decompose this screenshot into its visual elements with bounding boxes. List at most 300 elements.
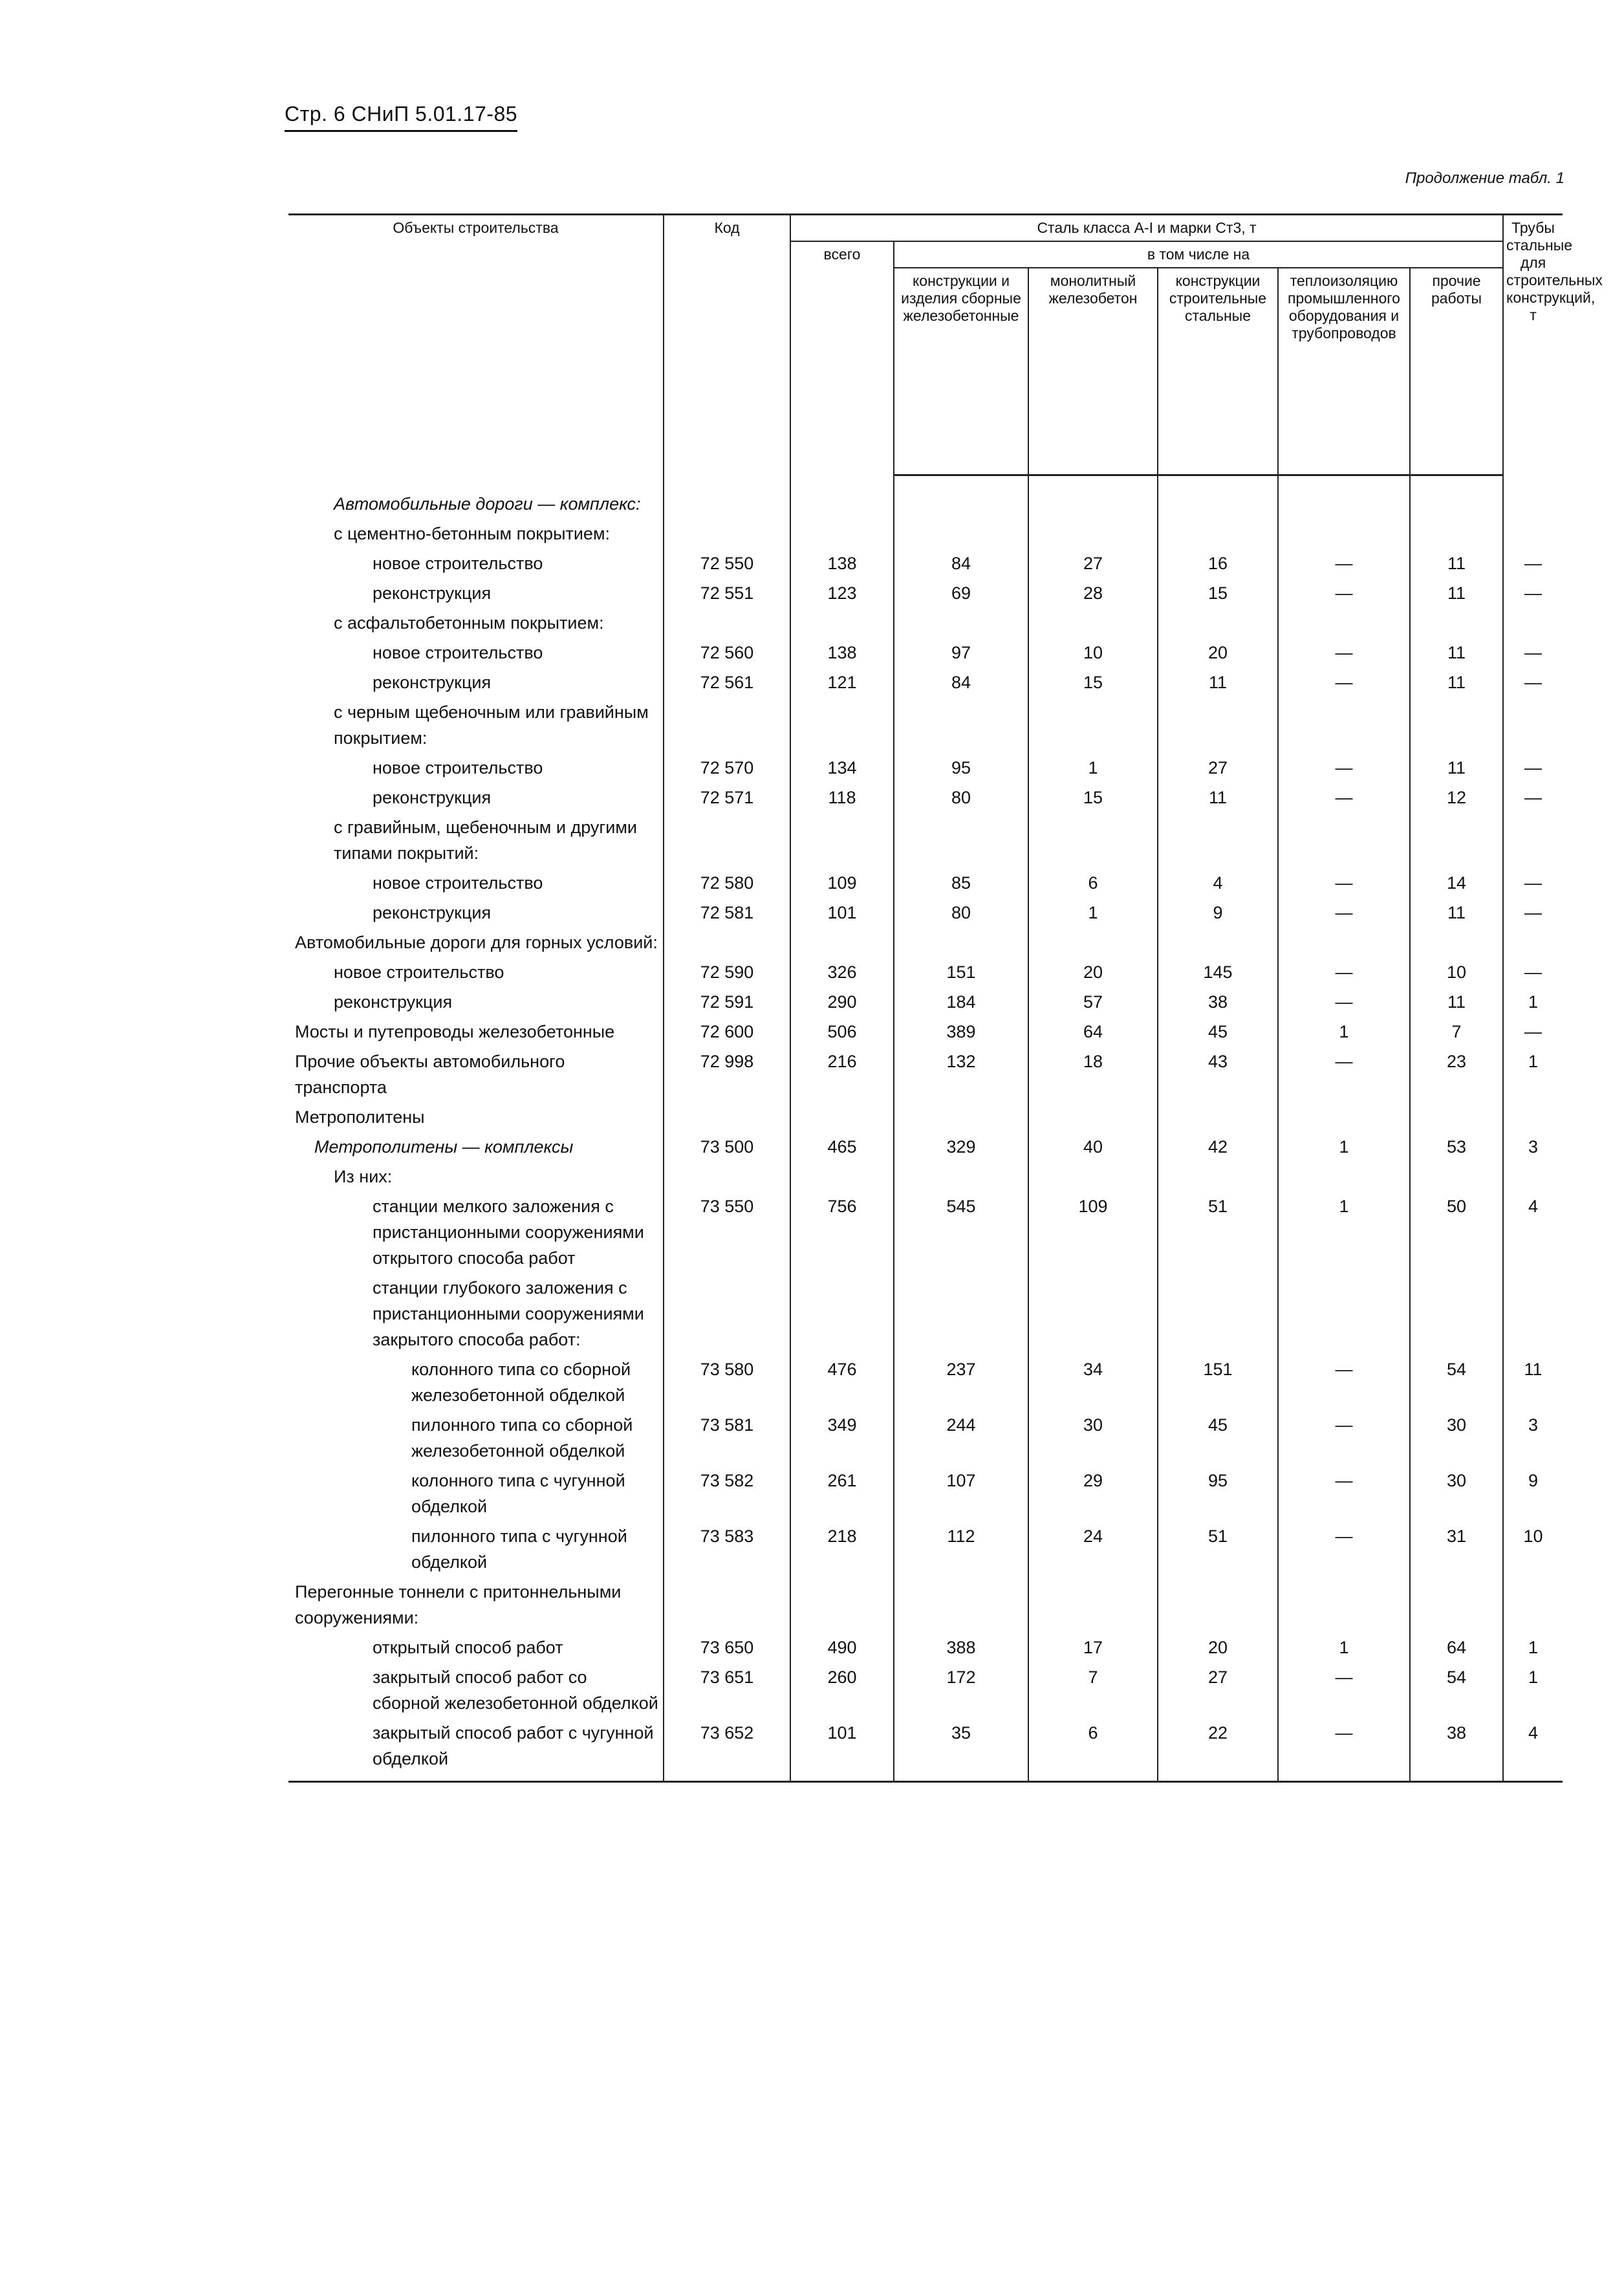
cell-other-works: 11 — [1410, 668, 1503, 697]
cell-precast: 80 — [894, 898, 1028, 928]
cell-insulation — [1278, 1102, 1410, 1132]
cell-insulation: — — [1278, 987, 1410, 1017]
cell-monolith: 15 — [1028, 668, 1158, 697]
cell-monolith: 7 — [1028, 1662, 1158, 1718]
cell-monolith: 27 — [1028, 549, 1158, 578]
cell-precast: 84 — [894, 668, 1028, 697]
cell-other-works: 7 — [1410, 1017, 1503, 1047]
cell-precast: 95 — [894, 753, 1028, 783]
cell-other-works — [1410, 519, 1503, 549]
cell-pipes: 11 — [1503, 1354, 1563, 1410]
cell-code: 73 652 — [664, 1718, 790, 1782]
cell-precast — [894, 1273, 1028, 1354]
cell-pipes: 1 — [1503, 1633, 1563, 1662]
header-objects: Объекты строительства — [288, 215, 664, 475]
cell-code — [664, 812, 790, 868]
cell-other-works — [1410, 697, 1503, 753]
cell-precast — [894, 608, 1028, 638]
cell-code: 72 560 — [664, 638, 790, 668]
cell-code — [664, 1273, 790, 1354]
cell-code: 72 561 — [664, 668, 790, 697]
table-row — [288, 898, 1563, 928]
cell-other-works: 11 — [1410, 578, 1503, 608]
cell-precast: 84 — [894, 549, 1028, 578]
cell-steel-structures: 145 — [1158, 957, 1278, 987]
cell-object-name: с черным щебеночным или гравийным покрытием: — [334, 702, 649, 748]
cell-total: 134 — [790, 753, 894, 783]
cell-object-name: Перегонные тоннели с притоннельными сооружениями: — [295, 1581, 622, 1627]
cell-steel-structures — [1158, 519, 1278, 549]
cell-steel-structures: 43 — [1158, 1047, 1278, 1102]
cell-monolith: 29 — [1028, 1466, 1158, 1521]
cell-total: 101 — [790, 1718, 894, 1782]
cell-other-works: 38 — [1410, 1718, 1503, 1782]
cell-code: 72 998 — [664, 1047, 790, 1102]
cell-total — [790, 1273, 894, 1354]
cell-pipes: 3 — [1503, 1410, 1563, 1466]
cell-object-name: с цементно-бетонным покрытием: — [334, 523, 611, 543]
cell-insulation: — — [1278, 753, 1410, 783]
table-row — [288, 1132, 1563, 1162]
table-row — [288, 1718, 1563, 1782]
table-row — [288, 753, 1563, 783]
cell-pipes — [1503, 697, 1563, 753]
cell-pipes: — — [1503, 549, 1563, 578]
cell-code: 72 551 — [664, 578, 790, 608]
cell-insulation: — — [1278, 578, 1410, 608]
cell-monolith — [1028, 928, 1158, 957]
cell-other-works — [1410, 1273, 1503, 1354]
cell-total: 138 — [790, 549, 894, 578]
cell-insulation — [1278, 1273, 1410, 1354]
cell-precast — [894, 1162, 1028, 1191]
cell-total — [790, 697, 894, 753]
cell-monolith: 15 — [1028, 783, 1158, 812]
cell-precast: 112 — [894, 1521, 1028, 1577]
cell-insulation: — — [1278, 783, 1410, 812]
table-header — [288, 215, 1603, 475]
cell-precast — [894, 489, 1028, 519]
cell-object-name: Автомобильные дороги — комплекс: — [334, 494, 641, 514]
cell-precast: 237 — [894, 1354, 1028, 1410]
cell-object-name: Метрополитены — [295, 1107, 425, 1127]
cell-code: 73 651 — [664, 1662, 790, 1718]
header-pipes: Трубы стальные для строительных конструкций, т — [1503, 215, 1563, 475]
cell-object-name: Автомобильные дороги для горных условий: — [295, 932, 658, 952]
cell-code: 72 581 — [664, 898, 790, 928]
spacer-cell — [288, 475, 664, 489]
cell-precast: 80 — [894, 783, 1028, 812]
cell-steel-structures: 11 — [1158, 668, 1278, 697]
cell-steel-structures: 16 — [1158, 549, 1278, 578]
cell-total: 290 — [790, 987, 894, 1017]
cell-total — [790, 489, 894, 519]
header-steel-structures: конструкции строительные стальные — [1158, 268, 1278, 475]
cell-monolith: 109 — [1028, 1191, 1158, 1273]
cell-insulation: — — [1278, 1466, 1410, 1521]
cell-pipes: 1 — [1503, 1662, 1563, 1718]
cell-object-name: реконструкция — [373, 787, 492, 807]
cell-pipes: — — [1503, 578, 1563, 608]
cell-total — [790, 1162, 894, 1191]
cell-object-name: новое строительство — [373, 757, 543, 777]
cell-precast — [894, 1577, 1028, 1633]
table-row — [288, 549, 1563, 578]
cell-other-works: 64 — [1410, 1633, 1503, 1662]
spacer-cell — [894, 475, 1028, 489]
cell-precast — [894, 928, 1028, 957]
table-row — [288, 1633, 1563, 1662]
cell-other-works — [1410, 1162, 1503, 1191]
cell-pipes: 10 — [1503, 1521, 1563, 1577]
cell-other-works: 11 — [1410, 638, 1503, 668]
cell-insulation: — — [1278, 1354, 1410, 1410]
header-including: в том числе на — [894, 241, 1503, 268]
cell-steel-structures: 11 — [1158, 783, 1278, 812]
steel-consumption-table-wrapper — [288, 213, 1603, 1783]
table-row — [288, 868, 1563, 898]
cell-pipes: — — [1503, 668, 1563, 697]
table-row — [288, 668, 1563, 697]
cell-monolith: 1 — [1028, 753, 1158, 783]
cell-steel-structures: 15 — [1158, 578, 1278, 608]
cell-precast: 132 — [894, 1047, 1028, 1102]
cell-code: 72 570 — [664, 753, 790, 783]
cell-code — [664, 489, 790, 519]
cell-precast — [894, 519, 1028, 549]
cell-steel-structures: 27 — [1158, 753, 1278, 783]
cell-precast: 85 — [894, 868, 1028, 898]
spacer-cell — [1410, 475, 1503, 489]
cell-pipes — [1503, 1102, 1563, 1132]
table-row — [288, 638, 1563, 668]
cell-steel-structures — [1158, 928, 1278, 957]
cell-monolith — [1028, 1577, 1158, 1633]
header-monolith: монолитный железобетон — [1028, 268, 1158, 475]
cell-insulation: — — [1278, 1662, 1410, 1718]
cell-insulation: — — [1278, 898, 1410, 928]
cell-object-name: реконструкция — [373, 902, 492, 922]
cell-code: 72 600 — [664, 1017, 790, 1047]
cell-steel-structures: 45 — [1158, 1017, 1278, 1047]
cell-total — [790, 812, 894, 868]
cell-other-works: 50 — [1410, 1191, 1503, 1273]
cell-object-name: новое строительство — [334, 962, 504, 982]
cell-code — [664, 1162, 790, 1191]
cell-total: 216 — [790, 1047, 894, 1102]
cell-steel-structures: 51 — [1158, 1191, 1278, 1273]
cell-other-works: 54 — [1410, 1354, 1503, 1410]
cell-pipes — [1503, 928, 1563, 957]
cell-steel-structures: 9 — [1158, 898, 1278, 928]
cell-monolith — [1028, 519, 1158, 549]
table-row — [288, 812, 1563, 868]
cell-monolith: 24 — [1028, 1521, 1158, 1577]
cell-total: 118 — [790, 783, 894, 812]
cell-insulation — [1278, 812, 1410, 868]
cell-precast: 97 — [894, 638, 1028, 668]
cell-other-works: 31 — [1410, 1521, 1503, 1577]
cell-other-works: 30 — [1410, 1410, 1503, 1466]
cell-insulation: 1 — [1278, 1191, 1410, 1273]
cell-steel-structures — [1158, 1577, 1278, 1633]
cell-monolith: 18 — [1028, 1047, 1158, 1102]
table-row — [288, 987, 1563, 1017]
cell-code: 72 550 — [664, 549, 790, 578]
cell-monolith: 20 — [1028, 957, 1158, 987]
cell-total: 476 — [790, 1354, 894, 1410]
cell-precast: 172 — [894, 1662, 1028, 1718]
cell-steel-structures: 20 — [1158, 1633, 1278, 1662]
cell-object-name: Метрополитены — комплексы — [314, 1136, 574, 1157]
cell-object-name: колонного типа со сборной железобетонной обделкой — [411, 1359, 631, 1405]
steel-consumption-table — [288, 213, 1603, 1783]
cell-precast: 244 — [894, 1410, 1028, 1466]
cell-code: 73 650 — [664, 1633, 790, 1662]
cell-object-name: Прочие объекты автомобильного транспорта — [295, 1051, 565, 1097]
spacer-cell — [1503, 475, 1563, 489]
table-row — [288, 608, 1563, 638]
cell-total — [790, 608, 894, 638]
cell-insulation: — — [1278, 1410, 1410, 1466]
cell-object-name: с асфальтобетонным покрытием: — [334, 613, 604, 633]
cell-code: 73 580 — [664, 1354, 790, 1410]
cell-insulation — [1278, 519, 1410, 549]
cell-total: 490 — [790, 1633, 894, 1662]
cell-other-works: 23 — [1410, 1047, 1503, 1102]
table-row — [288, 697, 1563, 753]
cell-steel-structures: 151 — [1158, 1354, 1278, 1410]
cell-object-name: реконструкция — [373, 583, 492, 603]
cell-other-works — [1410, 928, 1503, 957]
cell-insulation: 1 — [1278, 1017, 1410, 1047]
cell-insulation: — — [1278, 668, 1410, 697]
cell-code — [664, 697, 790, 753]
header-steel-group: Сталь класса А-I и марки Ст3, т — [790, 215, 1503, 242]
cell-code: 73 550 — [664, 1191, 790, 1273]
cell-monolith: 17 — [1028, 1633, 1158, 1662]
header-other-works: прочие работы — [1410, 268, 1503, 475]
cell-steel-structures — [1158, 608, 1278, 638]
cell-precast — [894, 1102, 1028, 1132]
spacer-cell — [1028, 475, 1158, 489]
cell-insulation — [1278, 697, 1410, 753]
cell-object-name: пилонного типа со сборной железобетонной обделкой — [411, 1415, 633, 1461]
cell-pipes: — — [1503, 957, 1563, 987]
cell-total: 218 — [790, 1521, 894, 1577]
cell-total: 756 — [790, 1191, 894, 1273]
cell-object-name: открытый способ работ — [373, 1637, 563, 1657]
header-precast: конструкции и изделия сборные железобетонные — [894, 268, 1028, 475]
cell-monolith: 6 — [1028, 1718, 1158, 1782]
cell-other-works — [1410, 1577, 1503, 1633]
cell-object-name: колонного типа с чугунной обделкой — [411, 1470, 625, 1516]
spacer-cell — [1158, 475, 1278, 489]
cell-monolith — [1028, 608, 1158, 638]
header-insulation: теплоизоляцию промышленного оборудования и трубопроводов — [1278, 268, 1410, 475]
cell-precast: 151 — [894, 957, 1028, 987]
cell-other-works: 11 — [1410, 898, 1503, 928]
cell-pipes: — — [1503, 638, 1563, 668]
table-row — [288, 1577, 1563, 1633]
cell-total — [790, 519, 894, 549]
cell-other-works: 53 — [1410, 1132, 1503, 1162]
cell-pipes: — — [1503, 868, 1563, 898]
cell-steel-structures: 45 — [1158, 1410, 1278, 1466]
cell-steel-structures — [1158, 489, 1278, 519]
cell-insulation: — — [1278, 1047, 1410, 1102]
cell-pipes — [1503, 1162, 1563, 1191]
table-row — [288, 1410, 1563, 1466]
cell-code — [664, 1102, 790, 1132]
cell-other-works — [1410, 489, 1503, 519]
cell-other-works: 14 — [1410, 868, 1503, 898]
table-row — [288, 1521, 1563, 1577]
cell-object-name: с гравийным, щебеночным и другими типами покрытий: — [334, 817, 637, 863]
cell-precast — [894, 812, 1028, 868]
cell-other-works: 54 — [1410, 1662, 1503, 1718]
cell-total: 465 — [790, 1132, 894, 1162]
cell-pipes — [1503, 812, 1563, 868]
cell-object-name: реконструкция — [334, 992, 453, 1012]
cell-pipes: 4 — [1503, 1191, 1563, 1273]
cell-monolith — [1028, 489, 1158, 519]
cell-insulation: 1 — [1278, 1132, 1410, 1162]
cell-code — [664, 608, 790, 638]
cell-pipes: 3 — [1503, 1132, 1563, 1162]
cell-insulation — [1278, 1577, 1410, 1633]
table-body — [288, 475, 1563, 1781]
cell-total: 101 — [790, 898, 894, 928]
table-row — [288, 928, 1563, 957]
cell-code: 73 500 — [664, 1132, 790, 1162]
header-total: всего — [790, 241, 894, 475]
cell-total: 506 — [790, 1017, 894, 1047]
table-row — [288, 1662, 1563, 1718]
cell-other-works — [1410, 608, 1503, 638]
cell-steel-structures: 20 — [1158, 638, 1278, 668]
cell-object-name: пилонного типа с чугунной обделкой — [411, 1526, 627, 1572]
table-spacer-row — [288, 475, 1563, 489]
cell-monolith — [1028, 697, 1158, 753]
cell-pipes — [1503, 1273, 1563, 1354]
cell-code: 72 580 — [664, 868, 790, 898]
cell-insulation: — — [1278, 957, 1410, 987]
cell-pipes: 9 — [1503, 1466, 1563, 1521]
cell-monolith — [1028, 1102, 1158, 1132]
cell-precast: 545 — [894, 1191, 1028, 1273]
cell-insulation — [1278, 1162, 1410, 1191]
cell-object-name: станции мелкого заложения с пристанционными сооружениями открытого способа работ — [373, 1196, 644, 1268]
cell-steel-structures: 95 — [1158, 1466, 1278, 1521]
cell-insulation: — — [1278, 1521, 1410, 1577]
cell-total: 123 — [790, 578, 894, 608]
cell-pipes — [1503, 1577, 1563, 1633]
cell-pipes: — — [1503, 898, 1563, 928]
table-row — [288, 1466, 1563, 1521]
table-row — [288, 519, 1563, 549]
cell-object-name: станции глубокого заложения с пристанционными сооружениями закрытого способа работ: — [373, 1277, 644, 1349]
cell-pipes: 1 — [1503, 987, 1563, 1017]
cell-steel-structures — [1158, 1162, 1278, 1191]
cell-insulation — [1278, 608, 1410, 638]
cell-pipes — [1503, 519, 1563, 549]
cell-object-name: Из них: — [334, 1166, 393, 1186]
cell-insulation: — — [1278, 549, 1410, 578]
cell-precast: 389 — [894, 1017, 1028, 1047]
cell-monolith — [1028, 812, 1158, 868]
cell-other-works: 10 — [1410, 957, 1503, 987]
cell-monolith: 6 — [1028, 868, 1158, 898]
cell-total: 261 — [790, 1466, 894, 1521]
cell-monolith: 64 — [1028, 1017, 1158, 1047]
cell-code: 73 581 — [664, 1410, 790, 1466]
cell-steel-structures: 38 — [1158, 987, 1278, 1017]
cell-code — [664, 1577, 790, 1633]
spacer-cell — [664, 475, 790, 489]
table-row — [288, 1017, 1563, 1047]
cell-other-works — [1410, 812, 1503, 868]
cell-precast: 184 — [894, 987, 1028, 1017]
cell-pipes: — — [1503, 783, 1563, 812]
table-row — [288, 1102, 1563, 1132]
cell-precast: 69 — [894, 578, 1028, 608]
cell-pipes: 1 — [1503, 1047, 1563, 1102]
cell-steel-structures — [1158, 697, 1278, 753]
cell-other-works: 11 — [1410, 549, 1503, 578]
cell-other-works: 11 — [1410, 753, 1503, 783]
cell-insulation — [1278, 928, 1410, 957]
table-row — [288, 578, 1563, 608]
cell-steel-structures — [1158, 1102, 1278, 1132]
cell-object-name: закрытый способ работ с чугунной обделкой — [288, 1718, 664, 1782]
table-row — [288, 489, 1563, 519]
cell-pipes: — — [1503, 1017, 1563, 1047]
cell-other-works: 30 — [1410, 1466, 1503, 1521]
cell-monolith: 34 — [1028, 1354, 1158, 1410]
cell-insulation — [1278, 489, 1410, 519]
cell-code — [664, 519, 790, 549]
cell-code: 73 583 — [664, 1521, 790, 1577]
cell-code: 72 571 — [664, 783, 790, 812]
cell-code: 72 591 — [664, 987, 790, 1017]
cell-monolith: 30 — [1028, 1410, 1158, 1466]
cell-steel-structures: 27 — [1158, 1662, 1278, 1718]
cell-total — [790, 928, 894, 957]
cell-total: 326 — [790, 957, 894, 987]
table-row — [288, 1191, 1563, 1273]
table-row — [288, 1273, 1563, 1354]
cell-total: 109 — [790, 868, 894, 898]
cell-precast: 35 — [894, 1718, 1028, 1782]
continuation-note: Продолжение табл. 1 — [1405, 169, 1564, 187]
cell-steel-structures: 22 — [1158, 1718, 1278, 1782]
cell-total — [790, 1102, 894, 1132]
cell-insulation: — — [1278, 868, 1410, 898]
cell-monolith: 10 — [1028, 638, 1158, 668]
cell-total: 260 — [790, 1662, 894, 1718]
cell-code: 73 582 — [664, 1466, 790, 1521]
cell-precast: 107 — [894, 1466, 1028, 1521]
cell-monolith: 28 — [1028, 578, 1158, 608]
cell-precast: 329 — [894, 1132, 1028, 1162]
cell-code: 72 590 — [664, 957, 790, 987]
cell-other-works: 12 — [1410, 783, 1503, 812]
table-row — [288, 957, 1563, 987]
cell-steel-structures: 42 — [1158, 1132, 1278, 1162]
cell-total — [790, 1577, 894, 1633]
cell-monolith — [1028, 1162, 1158, 1191]
